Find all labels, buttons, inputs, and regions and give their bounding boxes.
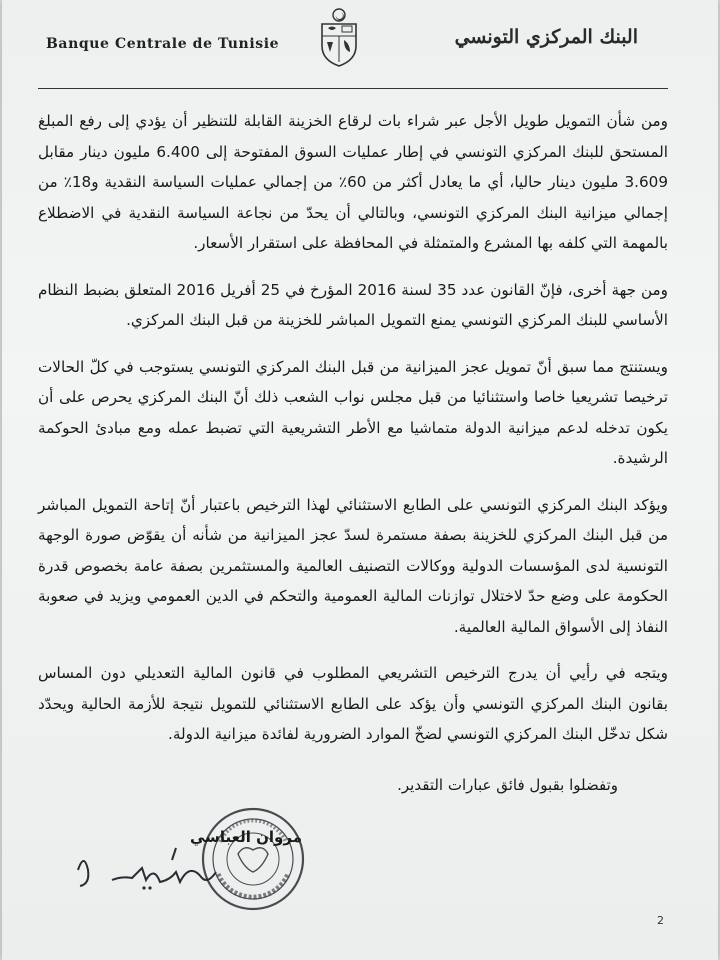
letterhead (2, 0, 718, 80)
signatory-name: مروان العباسي (189, 828, 302, 846)
page-number: 2 (657, 914, 664, 927)
paragraph-3: ويستنتج مما سبق أنّ تمويل عجز الميزانية من قبل البنك المركزي التونسي يستوجب في كلّ الحالات ترخيصا تشريعيا خاصا واستثنائيا من قبل مجلس نواب الشعب ذلك أنّ البنك المركزي يحرص على أن يكون تدخله لدعم ميزانية الدولة متماشيا مع الأطر التشريعية التي تضبط عمله ومع مبادئ الحوكمة الرشيدة. (38, 357, 668, 467)
tunisia-coat-of-arms-icon (314, 6, 364, 68)
paragraph-4: ويؤكد البنك المركزي التونسي على الطابع الاستثنائي لهذا الترخيص باعتبار أنّ إتاحة التمويل المباشر من قبل البنك المركزي للخزينة بصفة مستمرة لسدّ عجز الميزانية من شأنه أن يقوّض صورة الوجهة التونسية لدى المؤسسات الدولية ووكالات التصنيف العالمية والمستثمرين بصفة عامة بخصوص قدرة الحكومة على وضع حدّ لاختلال توازنات المالية العمومية والتحكم في الدين العمومي ويزيد في صعوبة النفاذ إلى الأسواق المالية العالمية. (38, 495, 668, 636)
handwritten-signature (72, 840, 232, 900)
document-page (2, 0, 718, 960)
letter-body (38, 106, 668, 766)
header-divider (38, 88, 668, 89)
bank-name-french: Banque Centrale de Tunisie (46, 36, 280, 52)
closing-formula: وتفضلوا بقبول فائق عبارات التقدير. (397, 776, 618, 794)
paragraph-2: ومن جهة أخرى، فإنّ القانون عدد 35 لسنة 2016 المؤرخ في 25 أفريل 2016 المتعلق بضبط النظام الأساسي للبنك المركزي التونسي يمنع التمويل المباشر للخزينة من قبل البنك المركزي. (38, 280, 669, 329)
bank-name-arabic: البنك المركزي التونسي (454, 26, 638, 48)
paragraph-5: ويتجه في رأيي أن يدرج الترخيص التشريعي المطلوب في قانون المالية التعديلي دون المساس بقانون البنك المركزي التونسي وأن يؤكد على الطابع الاستثنائي للتمويل نتيجة للأزمة الحالية ويحدّد شكل تدخّل البنك المركزي التونسي لضخّ الموارد الضرورية لفائدة ميزانية الدولة. (38, 664, 668, 743)
paragraph-1: ومن شأن التمويل طويل الأجل عبر شراء بات لرقاع الخزينة القابلة للتنظير أن يؤدي إلى رفع المبلغ المستحق للبنك المركزي التونسي في إطار عمليات السوق المفتوحة إلى 6.400 مليون دينار مقابل 3.609 مليون دينار حاليا، أي ما يعادل أكثر من 60٪ من إجمالي عمليات السياسة النقدية و18٪ من إجمالي ميزانية البنك المركزي التونسي، وبالتالي أن يحدّ من نجاعة السياسة النقدية في الاضطلاع بالمهمة التي كلفه بها المشرع والمتمثلة في المحافظة على استقرار الأسعار. (38, 112, 668, 252)
